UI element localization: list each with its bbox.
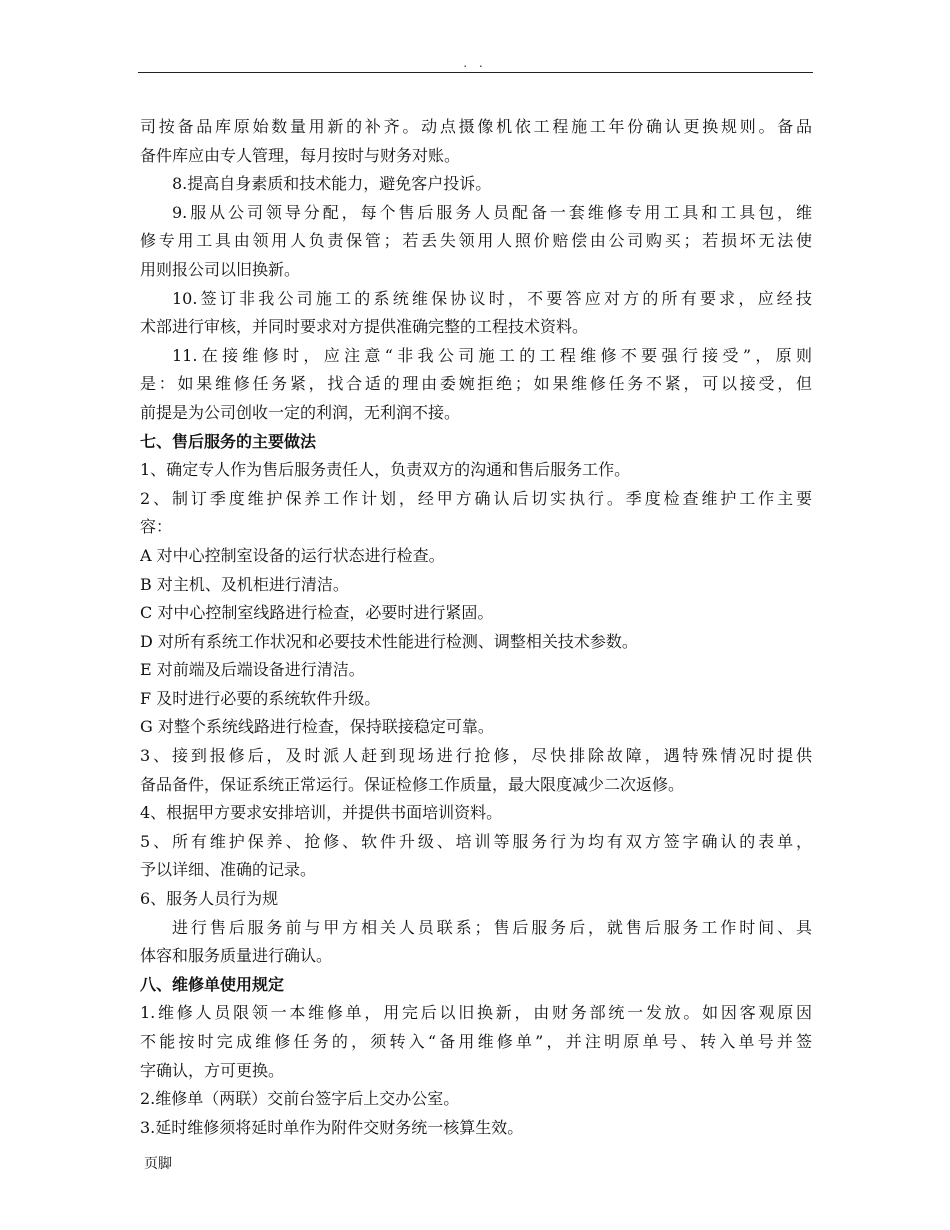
list-item: C 对中心控制室线路进行检查，必要时进行紧固。	[140, 603, 494, 623]
list-item: F 及时进行必要的系统软件升级。	[140, 688, 381, 708]
header-mark: . .	[463, 56, 487, 70]
list-item: E 对前端及后端设备进行清洁。	[140, 660, 365, 680]
paragraph-line: 予以详细、准确的记录。	[140, 860, 317, 880]
paragraph-line: 司按备品库原始数量用新的补齐。动点摄像机依工程施工年份确认更换规则。备品	[140, 117, 812, 136]
paragraph-line: 1、确定专人作为售后服务责任人，负责双方的沟通和售后服务工作。	[140, 460, 631, 480]
paragraph-line: 9.服从公司领导分配，每个售后服务人员配备一套维修专用工具和工具包，维	[172, 202, 812, 222]
paragraph-line: 4、根据甲方要求安排培训，并提供书面培训资料。	[140, 803, 503, 823]
page-footer: 页脚	[144, 1156, 172, 1172]
paragraph-line: 是：如果维修任务紧，找合适的理由委婉拒绝；如果维修任务不紧，可以接受，但	[140, 374, 812, 394]
list-item: B 对主机、及机柜进行清洁。	[140, 574, 349, 594]
paragraph-line: 6、服务人员行为规	[140, 889, 279, 909]
paragraph-line: 3、接到报修后，及时派人赶到现场进行抢修，尽快排除故障，遇特殊情况时提供	[140, 746, 812, 766]
paragraph-line: 3.延时维修须将延时单作为附件交财务统一核算生效。	[140, 1117, 524, 1137]
list-item: G 对整个系统线路进行检查，保持联接稳定可靠。	[140, 717, 494, 737]
paragraph-line: 进行售后服务前与甲方相关人员联系；售后服务后，就售后服务工作时间、具	[172, 917, 812, 937]
document-body	[140, 113, 812, 1142]
paragraph-line: 容：	[140, 517, 173, 537]
paragraph-line: 用则报公司以旧换新。	[140, 259, 301, 279]
paragraph-line: 字确认，方可更换。	[140, 1060, 285, 1080]
paragraph-line: 备品备件，保证系统正常运行。保证检修工作质量，最大限度减少二次返修。	[140, 774, 685, 794]
section-heading: 七、售后服务的主要做法	[140, 431, 317, 451]
list-item: A 对中心控制室设备的运行状态进行检查。	[140, 545, 445, 565]
paragraph-line: 不能按时完成维修任务的，须转入“备用维修单”，并注明原单号、转入单号并签	[140, 1032, 812, 1051]
section-heading: 八、维修单使用规定	[140, 974, 285, 994]
paragraph-line: 修专用工具由领用人负责保管；若丢失领用人照价赔偿由公司购买；若损坏无法使	[140, 231, 812, 251]
paragraph-line: 10.签订非我公司施工的系统维保协议时，不要答应对方的所有要求，应经技	[172, 288, 812, 308]
paragraph-line: 2.维修单（两联）交前台签字后上交办公室。	[140, 1089, 460, 1109]
paragraph-line: 11.在接维修时，应注意“非我公司施工的工程维修不要强行接受”，原则	[172, 345, 812, 365]
paragraph-line: 1.维修人员限领一本维修单，用完后以旧换新，由财务部统一发放。如因客观原因	[140, 1003, 812, 1023]
paragraph-line: 术部进行审核，并同时要求对方提供准确完整的工程技术资料。	[140, 317, 589, 337]
list-item: D 对所有系统工作状况和必要技术性能进行检测、调整相关技术参数。	[140, 631, 638, 651]
paragraph-line: 8.提高自身素质和技术能力，避免客户投诉。	[172, 174, 492, 194]
paragraph-line: 前提是为公司创收一定的利润，无利润不接。	[140, 402, 461, 422]
paragraph-line: 5、所有维护保养、抢修、软件升级、培训等服务行为均有双方签字确认的表单，	[140, 831, 812, 851]
header-rule	[138, 72, 813, 73]
paragraph-line: 2、制订季度维护保养工作计划，经甲方确认后切实执行。季度检查维护工作主要	[140, 488, 812, 508]
paragraph-line: 体容和服务质量进行确认。	[140, 946, 333, 966]
paragraph-line: 备件库应由专人管理，每月按时与财务对账。	[140, 145, 461, 165]
